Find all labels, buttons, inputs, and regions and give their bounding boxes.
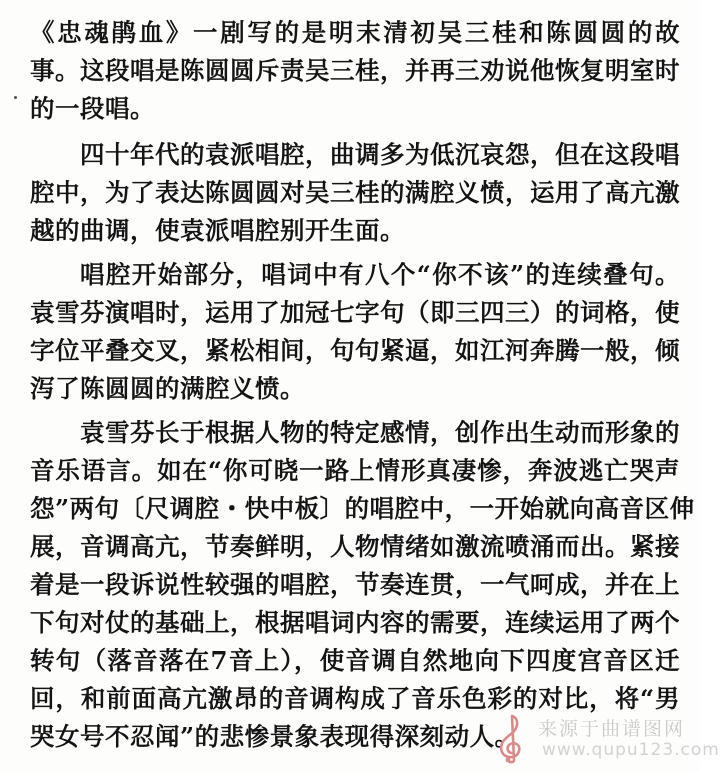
- text-line-7: 唱腔开始部分，唱词中有八个“你不该”的连续叠句。: [80, 260, 680, 289]
- site-watermark: [488, 710, 720, 766]
- text-line-12: 音乐语言。如在“你可晓一路上情形真凄惨，奔波逃亡哭声: [30, 456, 680, 485]
- text-line-3: 的一段唱。: [30, 94, 155, 123]
- text-line-1: 《忠魂鹃血》一剧写的是明末清初吴三桂和陈圆圆的故: [30, 18, 680, 47]
- text-line-4: 四十年代的袁派唱腔，曲调多为低沉哀怨，但在这段唱: [80, 140, 680, 169]
- text-line-16: 下句对仗的基础上，根据唱词内容的需要，连续运用了两个: [30, 608, 680, 637]
- scan-speck: [14, 96, 17, 99]
- text-line-19: 哭女号不忍闻”的悲惨景象表现得深刻动人。: [30, 722, 520, 751]
- text-line-14: 展，音调高亢，节奏鲜明，人物情绪如激流喷涌而出。紧接: [30, 532, 680, 561]
- text-line-2: 事。这段唱是陈圆圆斥责吴三桂，并再三劝说他恢复明室时: [30, 56, 680, 85]
- text-line-18: 回，和前面高亢激昂的音调构成了音乐色彩的对比，将“男: [30, 684, 680, 713]
- watermark-url: www.qupu123.com: [542, 740, 720, 760]
- text-line-13: 怨”两句〔尺调腔・快中板〕的唱腔中，一开始就向高音区伸: [30, 494, 695, 523]
- text-line-10: 泻了陈圆圆的满腔义愤。: [30, 374, 305, 403]
- text-line-5: 腔中，为了表达陈圆圆对吴三桂的满腔义愤，运用了高亢激: [30, 178, 680, 207]
- treble-clef-icon: [492, 712, 530, 764]
- text-line-9: 字位平叠交叉，紧松相间，句句紧逼，如江河奔腾一般，倾: [30, 336, 680, 365]
- text-line-8: 袁雪芬演唱时，运用了加冠七字句（即三四三）的词格，使: [30, 298, 680, 327]
- text-line-15: 着是一段诉说性较强的唱腔，节奏连贯，一气呵成，并在上: [30, 570, 680, 599]
- text-line-6: 越的曲调，使袁派唱腔别开生面。: [30, 216, 405, 245]
- text-line-17: 转句（落音落在7音上），使音调自然地向下四度宫音区迁: [30, 646, 680, 675]
- watermark-site-name: 来源于曲谱图网: [538, 718, 686, 740]
- text-line-11: 袁雪芬长于根据人物的特定感情，创作出生动而形象的: [80, 418, 680, 447]
